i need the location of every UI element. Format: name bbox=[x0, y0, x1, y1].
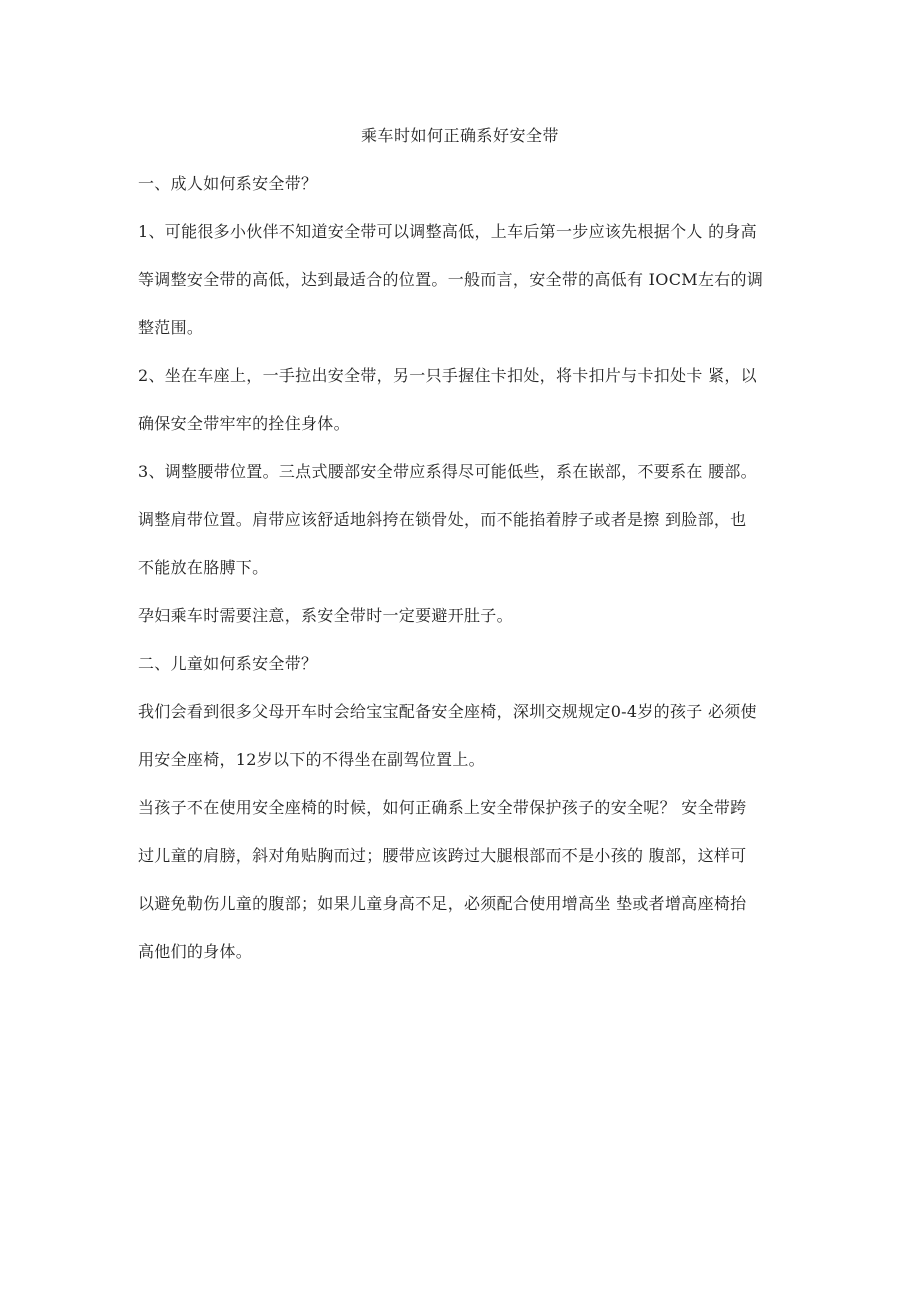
paragraph-line: 孕妇乘车时需要注意，系安全带时一定要避开肚子。 bbox=[138, 606, 513, 625]
paragraph-line: 2、坐在车座上，一手拉出安全带，另一只手握住卡扣处，将卡扣片与卡扣处卡 紧，以 bbox=[138, 366, 757, 385]
paragraph-line: 我们会看到很多父母开车时会给宝宝配备安全座椅，深圳交规规定0-4岁的孩子 必须使 bbox=[138, 702, 757, 721]
paragraph-adult-1 bbox=[138, 208, 786, 352]
section-heading: 二、儿童如何系安全带？ bbox=[138, 654, 318, 673]
paragraph-line: 确保安全带牢牢的拴住身体。 bbox=[138, 414, 350, 433]
section-heading-adult bbox=[138, 160, 786, 208]
paragraph-line: 1、可能很多小伙伴不知道安全带可以调整高低，上车后第一步应该先根据个人 的身高 bbox=[138, 222, 757, 241]
paragraph-line: 不能放在胳膊下。 bbox=[138, 558, 269, 577]
paragraph-line: 以避免勒伤儿童的腹部；如果儿童身高不足，必须配合使用增高坐 垫或者增高座椅抬 bbox=[138, 894, 747, 913]
section-heading: 一、成人如何系安全带？ bbox=[138, 174, 318, 193]
paragraph-line: 3、调整腰带位置。三点式腰部安全带应系得尽可能低些，系在嵌部，不要系在 腰部。 bbox=[138, 462, 757, 481]
paragraph-adult-2 bbox=[138, 352, 786, 448]
paragraph-child-1 bbox=[138, 688, 786, 784]
paragraph-child-2 bbox=[138, 784, 786, 976]
document-title: 乘车时如何正确系好安全带 bbox=[360, 126, 559, 145]
paragraph-line: 当孩子不在使用安全座椅的时候，如何正确系上安全带保护孩子的安全呢？ 安全带跨 bbox=[138, 798, 747, 817]
section-heading-child bbox=[138, 640, 786, 688]
paragraph-line: 整范围。 bbox=[138, 318, 204, 337]
paragraph-line: 过儿童的肩膀，斜对角贴胸而过；腰带应该跨过大腿根部而不是小孩的 腹部，这样可 bbox=[138, 846, 747, 865]
paragraph-adult-4 bbox=[138, 592, 786, 640]
paragraph-line: 等调整安全带的高低，达到最适合的位置。一般而言，安全带的高低有 IOCM左右的调 bbox=[138, 270, 764, 289]
paragraph-line: 调整肩带位置。肩带应该舒适地斜挎在锁骨处，而不能掐着脖子或者是擦 到脸部，也 bbox=[138, 510, 747, 529]
paragraph-adult-3 bbox=[138, 448, 786, 592]
paragraph-line: 用安全座椅，12岁以下的不得坐在副驾位置上。 bbox=[138, 750, 485, 769]
paragraph-line: 高他们的身体。 bbox=[138, 942, 253, 961]
